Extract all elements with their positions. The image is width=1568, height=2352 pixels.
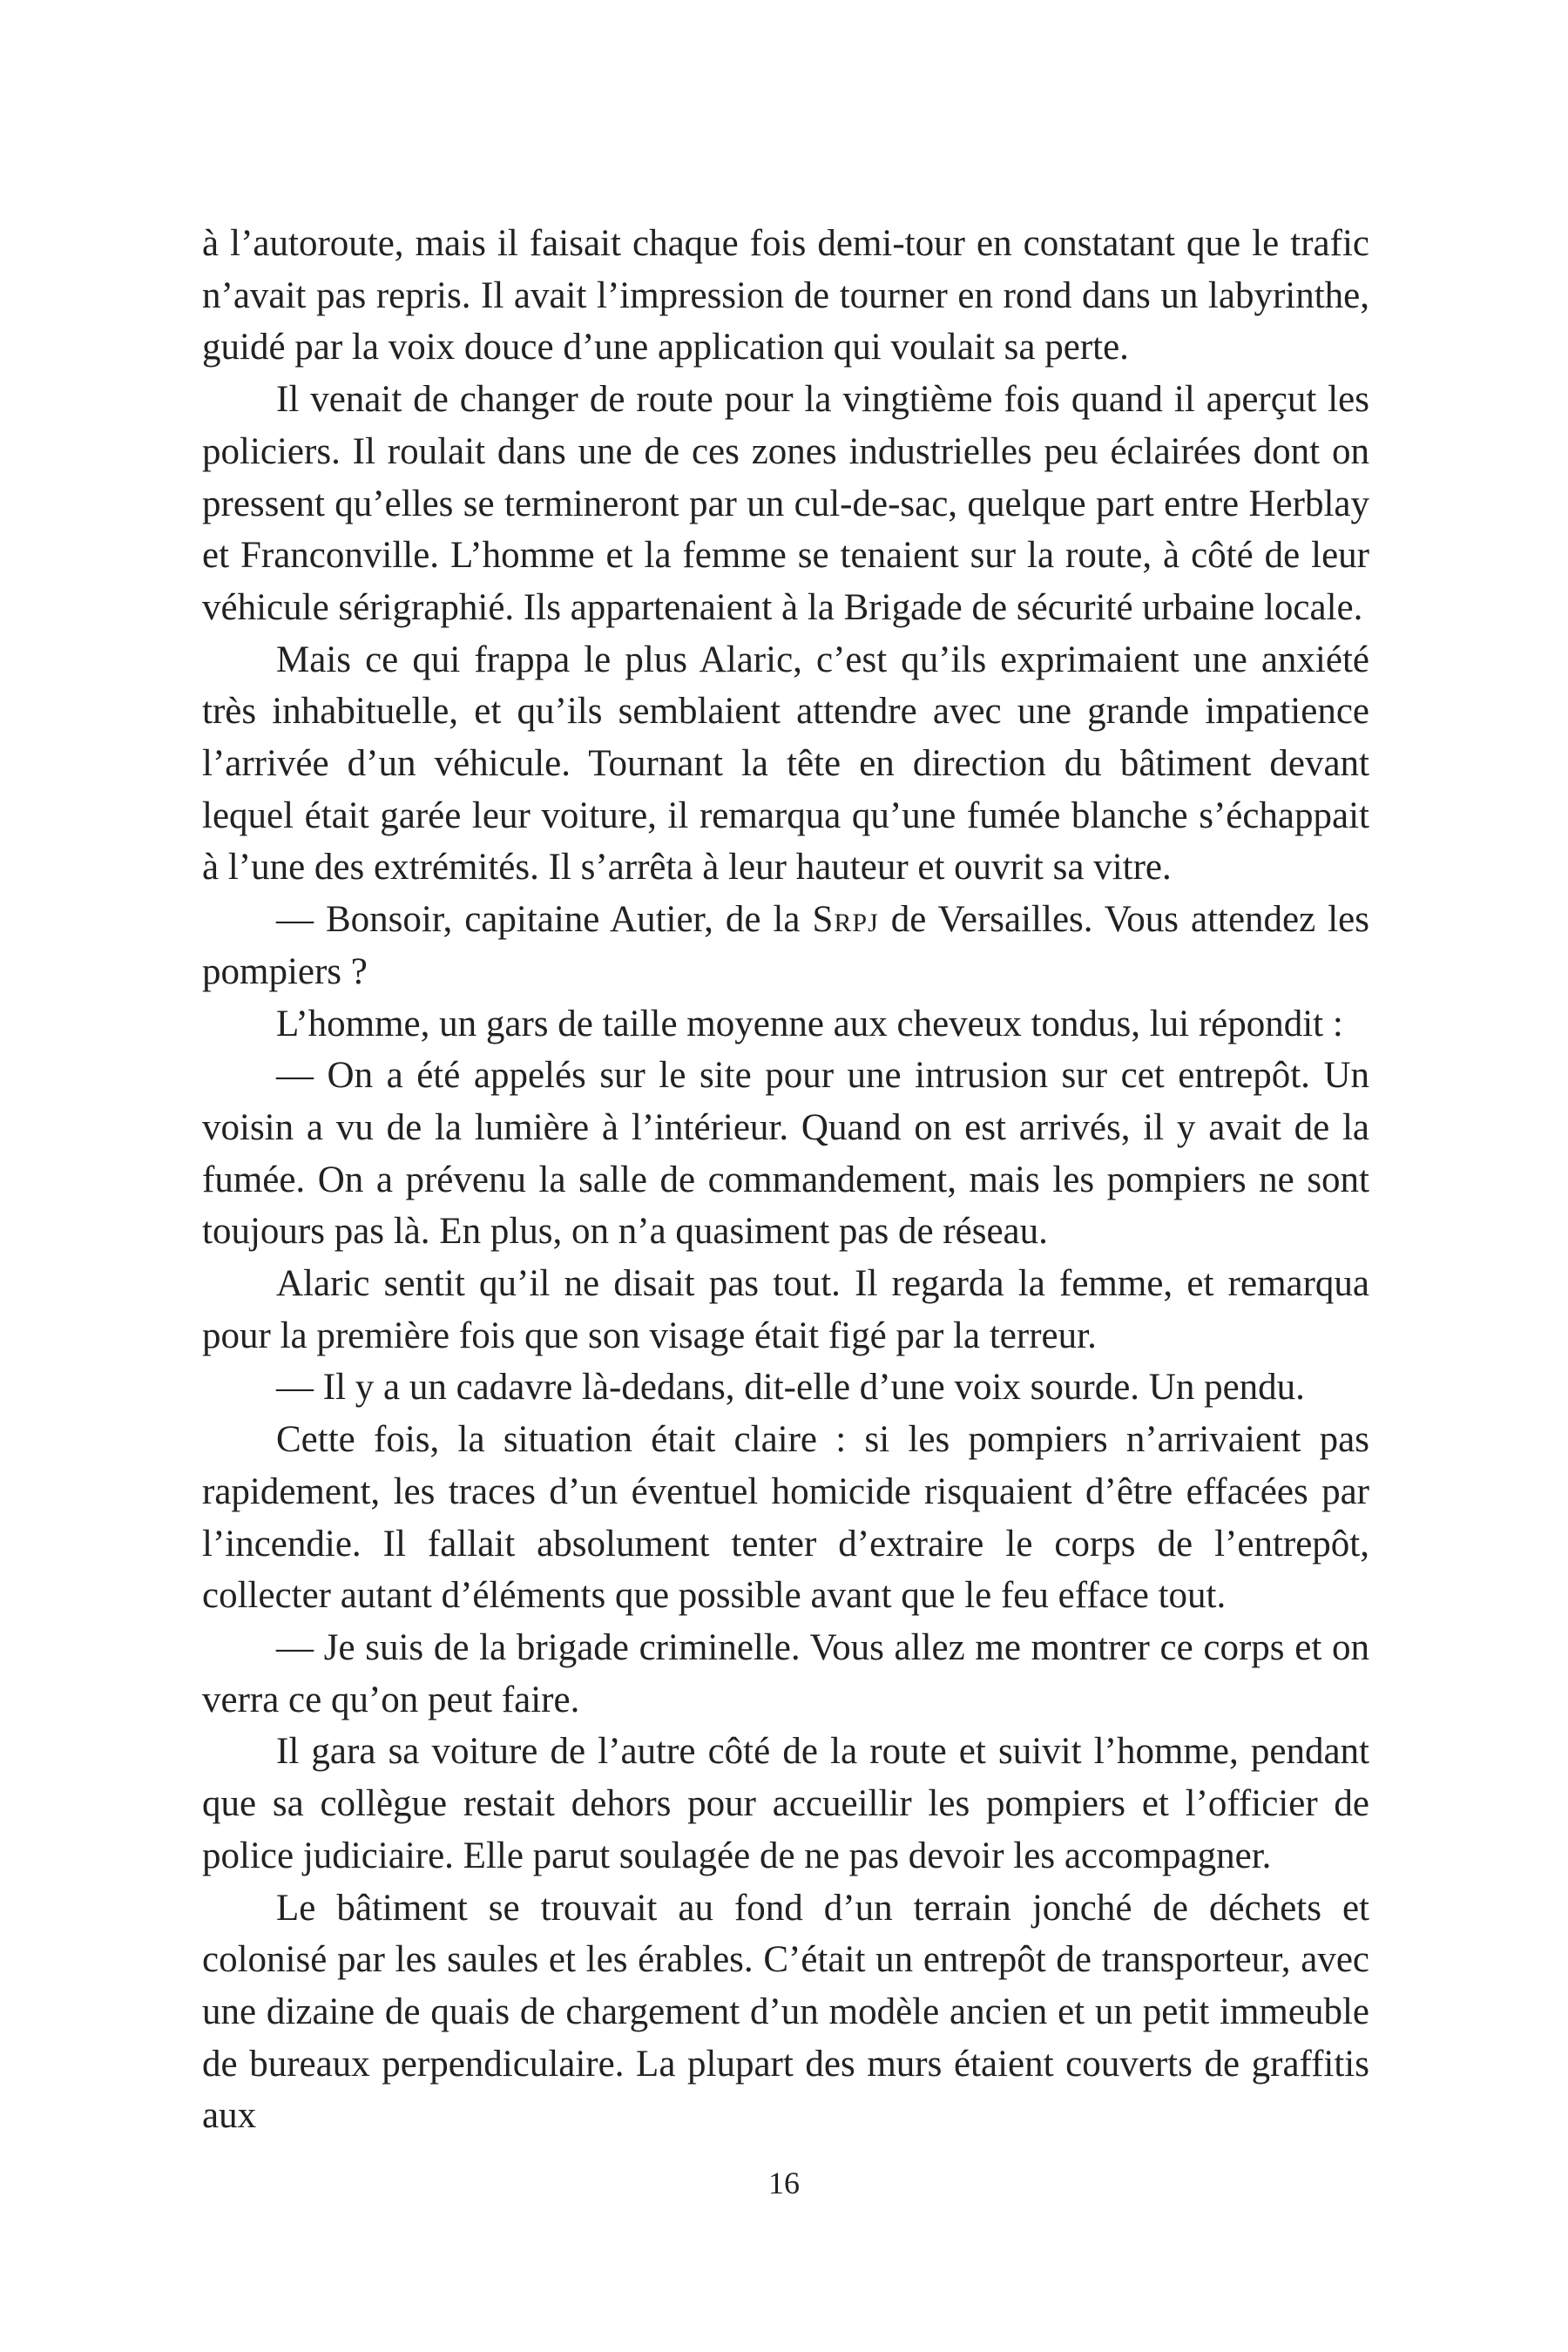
body-text xyxy=(202,218,1369,2142)
dialogue-text: — Bonsoir, capitaine Autier, de la xyxy=(276,899,813,941)
page-number: 16 xyxy=(768,2166,800,2200)
paragraph-continuation: à l’autoroute, mais il faisait chaque fois demi-tour en constatant que le trafic n’avait pas repris. Il avait l’impression de tourner en rond dans un labyrinthe, guidé par la voix douce d’une application qui voulait sa perte. xyxy=(202,223,1369,368)
paragraph: Mais ce qui frappa le plus Alaric, c’est qu’ils exprimaient une anxiété très inhabituelle, et qu’ils semblaient attendre avec une grande impatience l’arrivée d’un véhicule. Tournant la tête en direction du bâtiment devant lequel était garée leur voiture, il remarqua qu’une fumée blanche s’échappait à l’une des extrémités. Il s’arrêta à leur hauteur et ouvrit sa vitre. xyxy=(202,639,1369,889)
paragraph: Il gara sa voiture de l’autre côté de la route et suivit l’homme, pendant que sa collègue restait dehors pour accueillir les pompiers et l’officier de police judiciaire. Elle parut soulagée de ne pas devoir les accompagner. xyxy=(202,1731,1369,1876)
dialogue-text: de Versailles. Vous attendez les pompiers ? xyxy=(202,899,1369,992)
paragraph: Il venait de changer de route pour la vingtième fois quand il aperçut les policiers. Il roulait dans une de ces zones industrielles peu éclairées dont on pressent qu’elles se termineront par un cul-de-sac, quelque part entre Herblay et Franconville. L’homme et la femme se tenaient sur la route, à côté de leur véhicule sérigraphié. Ils appartenaient à la Brigade de sécurité urbaine locale. xyxy=(202,379,1369,628)
abbreviation-srpj: Srpj xyxy=(812,899,879,941)
dialogue-line: — Je suis de la brigade criminelle. Vous allez me montrer ce corps et on verra ce qu’on peut faire. xyxy=(202,1626,1369,1720)
paragraph: L’homme, un gars de taille moyenne aux cheveux tondus, lui répondit : xyxy=(276,1003,1343,1044)
paragraph: Le bâtiment se trouvait au fond d’un terrain jonché de déchets et colonisé par les saules et les érables. C’était un entrepôt de transporteur, avec une dizaine de quais de chargement d’un modèle ancien et un petit immeuble de bureaux perpendiculaire. La plupart des murs étaient couverts de graffitis aux xyxy=(202,1887,1369,2137)
paragraph: Alaric sentit qu’il ne disait pas tout. Il regarda la femme, et remarqua pour la première fois que son visage était figé par la terreur. xyxy=(202,1263,1369,1356)
dialogue-line xyxy=(202,894,1369,997)
paragraph: Cette fois, la situation était claire : si les pompiers n’arrivaient pas rapidement, les traces d’un éventuel homicide risquaient d’être effacées par l’incendie. Il fallait absolument tenter d’extraire le corps de l’entrepôt, collecter autant d’éléments que possible avant que le feu efface tout. xyxy=(202,1419,1369,1617)
dialogue-line: — On a été appelés sur le site pour une intrusion sur cet entrepôt. Un voisin a vu de la lumière à l’intérieur. Quand on est arrivés, il y avait de la fumée. On a prévenu la salle de commandement, mais les pompiers ne sont toujours pas là. En plus, on n’a quasiment pas de réseau. xyxy=(202,1055,1369,1253)
dialogue-line: — Il y a un cadavre là-dedans, dit-elle d’une voix sourde. Un pendu. xyxy=(276,1367,1305,1409)
